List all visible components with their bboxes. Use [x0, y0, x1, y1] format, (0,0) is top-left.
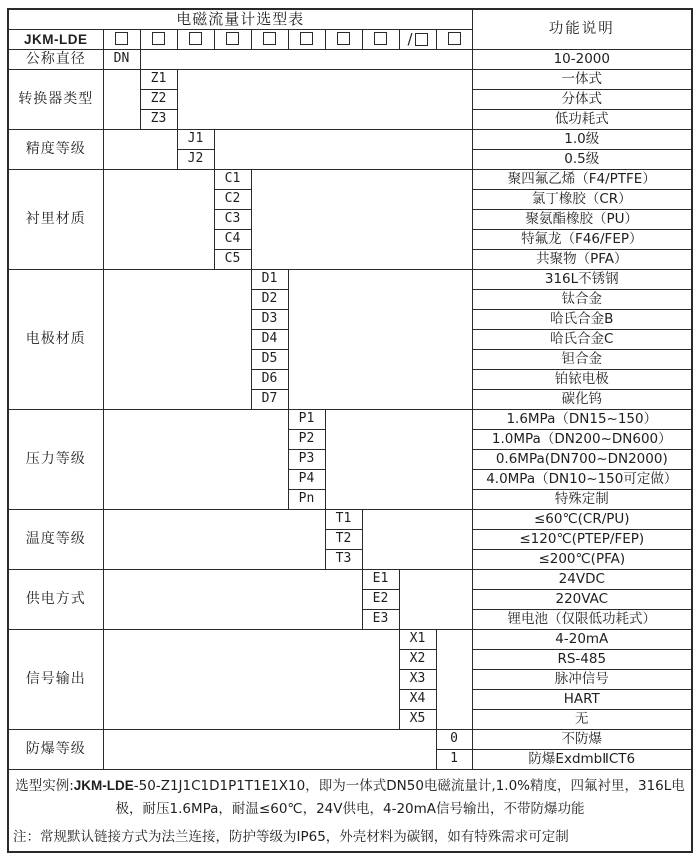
code-cell: P3 [288, 450, 325, 470]
example-description: -50-Z1J1C1D1P1T1E1X10，即为一体式DN50电磁流量计,1.0%精度，四氟衬里，316L电极，耐压1.6MPa，耐温≤60℃，24V供电，4-20mA信号输出，不带防爆功能 [115, 778, 685, 817]
spacer-cell [399, 570, 472, 630]
description-cell: 铂铱电极 [472, 370, 692, 390]
group-label: 温度等级 [8, 510, 103, 570]
code-cell: D1 [251, 270, 288, 290]
selection-example [13, 774, 687, 821]
description-cell: 锂电池（仅限低功耗式） [472, 610, 692, 630]
description-cell: 低功耗式 [472, 110, 692, 130]
description-cell: HART [472, 690, 692, 710]
model-code-slot[interactable] [436, 30, 472, 50]
group-label: 公称直径 [8, 50, 103, 70]
group-label: 压力等级 [8, 410, 103, 510]
code-cell: DN [103, 50, 140, 70]
description-cell: 特殊定制 [472, 490, 692, 510]
spacer-cell [103, 170, 214, 270]
example-model-code: JKM-LDE [73, 778, 134, 793]
spacer-cell [103, 570, 362, 630]
description-cell: 24VDC [472, 570, 692, 590]
code-cell: T1 [325, 510, 362, 530]
description-cell: ≤60℃(CR/PU) [472, 510, 692, 530]
code-cell: C2 [214, 190, 251, 210]
code-cell: C3 [214, 210, 251, 230]
description-cell: 1.0级 [472, 130, 692, 150]
spacer-cell [436, 630, 472, 730]
group-label: 供电方式 [8, 570, 103, 630]
code-cell: Z2 [140, 90, 177, 110]
model-code-slot[interactable] [103, 30, 140, 50]
group-label: 衬里材质 [8, 170, 103, 270]
flowmeter-selection-table [7, 8, 693, 853]
spacer-cell [362, 510, 472, 570]
checkbox-icon [337, 32, 350, 45]
code-cell: P1 [288, 410, 325, 430]
model-code-slot[interactable] [177, 30, 214, 50]
table-row [8, 510, 692, 530]
code-cell: E2 [362, 590, 399, 610]
spacer-cell [103, 70, 140, 130]
description-cell: 哈氏合金B [472, 310, 692, 330]
function-column-header: 功能说明 [472, 9, 692, 50]
description-cell: 分体式 [472, 90, 692, 110]
description-cell: ≤200℃(PFA) [472, 550, 692, 570]
code-cell: P2 [288, 430, 325, 450]
table-title: 电磁流量计选型表 [8, 9, 472, 30]
model-code-slot[interactable] [214, 30, 251, 50]
description-cell: 1.0MPa（DN200~DN600） [472, 430, 692, 450]
description-cell: 4.0MPa（DN10~150可定做） [472, 470, 692, 490]
code-cell: Pn [288, 490, 325, 510]
checkbox-icon [300, 32, 313, 45]
checkbox-icon [226, 32, 239, 45]
description-cell: 316L不锈钢 [472, 270, 692, 290]
checkbox-icon [152, 32, 165, 45]
table-row [8, 170, 692, 190]
description-cell: 4-20mA [472, 630, 692, 650]
code-cell: D6 [251, 370, 288, 390]
group-label: 精度等级 [8, 130, 103, 170]
description-cell: 共聚物（PFA） [472, 250, 692, 270]
code-cell: T3 [325, 550, 362, 570]
model-code-slot[interactable] [362, 30, 399, 50]
code-cell: X1 [399, 630, 436, 650]
code-cell: D5 [251, 350, 288, 370]
code-cell: D3 [251, 310, 288, 330]
spacer-cell [103, 130, 177, 170]
group-label: 信号输出 [8, 630, 103, 730]
table-row [8, 270, 692, 290]
table-row [8, 50, 692, 70]
spacer-cell [325, 410, 472, 510]
spacer-cell [288, 270, 472, 410]
model-code-slot[interactable] [288, 30, 325, 50]
code-cell: X5 [399, 710, 436, 730]
code-cell: Z1 [140, 70, 177, 90]
table-row [8, 70, 692, 90]
code-cell: C4 [214, 230, 251, 250]
checkbox-icon [374, 32, 387, 45]
description-cell: RS-485 [472, 650, 692, 670]
description-cell: 不防爆 [472, 730, 692, 750]
description-cell: 聚氨酯橡胶（PU） [472, 210, 692, 230]
spacer-cell [103, 630, 399, 730]
description-cell: 0.6MPa(DN700~DN2000) [472, 450, 692, 470]
spacer-cell [103, 730, 436, 770]
example-label: 选型实例: [15, 778, 74, 794]
checkbox-icon [263, 32, 276, 45]
model-code-slot[interactable] [399, 30, 436, 50]
group-label: 转换器类型 [8, 70, 103, 130]
table-row [8, 130, 692, 150]
code-cell: D7 [251, 390, 288, 410]
code-cell: C1 [214, 170, 251, 190]
code-cell: E3 [362, 610, 399, 630]
code-cell: X4 [399, 690, 436, 710]
code-cell: D2 [251, 290, 288, 310]
spacer-cell [214, 130, 472, 170]
code-cell: 1 [436, 750, 472, 770]
group-label: 电极材质 [8, 270, 103, 410]
code-cell: P4 [288, 470, 325, 490]
model-code-slot[interactable] [251, 30, 288, 50]
checkbox-icon [115, 32, 128, 45]
checkbox-icon [189, 32, 202, 45]
code-cell: J1 [177, 130, 214, 150]
footer-note: 注：常规默认链接方式为法兰连接，防护等级为IP65，外壳材料为碳钢，如有特殊需求可定制 [13, 829, 569, 845]
slash-separator: / [407, 29, 413, 48]
spacer-cell [103, 510, 325, 570]
model-code-slot[interactable] [325, 30, 362, 50]
description-cell: 脉冲信号 [472, 670, 692, 690]
description-cell: 0.5级 [472, 150, 692, 170]
spacer-cell [177, 70, 472, 130]
group-label: 防爆等级 [8, 730, 103, 770]
checkbox-icon [448, 32, 461, 45]
code-cell: J2 [177, 150, 214, 170]
code-cell: E1 [362, 570, 399, 590]
code-cell: X3 [399, 670, 436, 690]
description-cell: 220VAC [472, 590, 692, 610]
description-cell: 氯丁橡胶（CR） [472, 190, 692, 210]
spacer-cell [103, 270, 251, 410]
description-cell: 钽合金 [472, 350, 692, 370]
code-cell: Z3 [140, 110, 177, 130]
model-prefix: JKM-LDE [8, 30, 103, 50]
description-cell: 聚四氟乙烯（F4/PTFE） [472, 170, 692, 190]
table-row [8, 410, 692, 430]
model-code-slot[interactable] [140, 30, 177, 50]
table-row [8, 630, 692, 650]
spacer-cell [140, 50, 472, 70]
description-cell: 10-2000 [472, 50, 692, 70]
description-cell: 一体式 [472, 70, 692, 90]
code-cell: 0 [436, 730, 472, 750]
checkbox-icon [415, 33, 428, 46]
description-cell: 特氟龙（F46/FEP） [472, 230, 692, 250]
spacer-cell [251, 170, 472, 270]
code-cell: T2 [325, 530, 362, 550]
table-row [8, 570, 692, 590]
description-cell: 哈氏合金C [472, 330, 692, 350]
description-cell: 碳化钨 [472, 390, 692, 410]
footer-row [8, 770, 692, 853]
description-cell: 无 [472, 710, 692, 730]
description-cell: 钛合金 [472, 290, 692, 310]
title-row [8, 9, 692, 30]
table-row [8, 730, 692, 750]
code-cell: X2 [399, 650, 436, 670]
footer-cell [8, 770, 692, 853]
description-cell: 防爆ExdmbⅡCT6 [472, 750, 692, 770]
description-cell: ≤120℃(PTEP/FEP) [472, 530, 692, 550]
description-cell: 1.6MPa（DN15~150） [472, 410, 692, 430]
code-cell: C5 [214, 250, 251, 270]
spacer-cell [103, 410, 288, 510]
code-cell: D4 [251, 330, 288, 350]
